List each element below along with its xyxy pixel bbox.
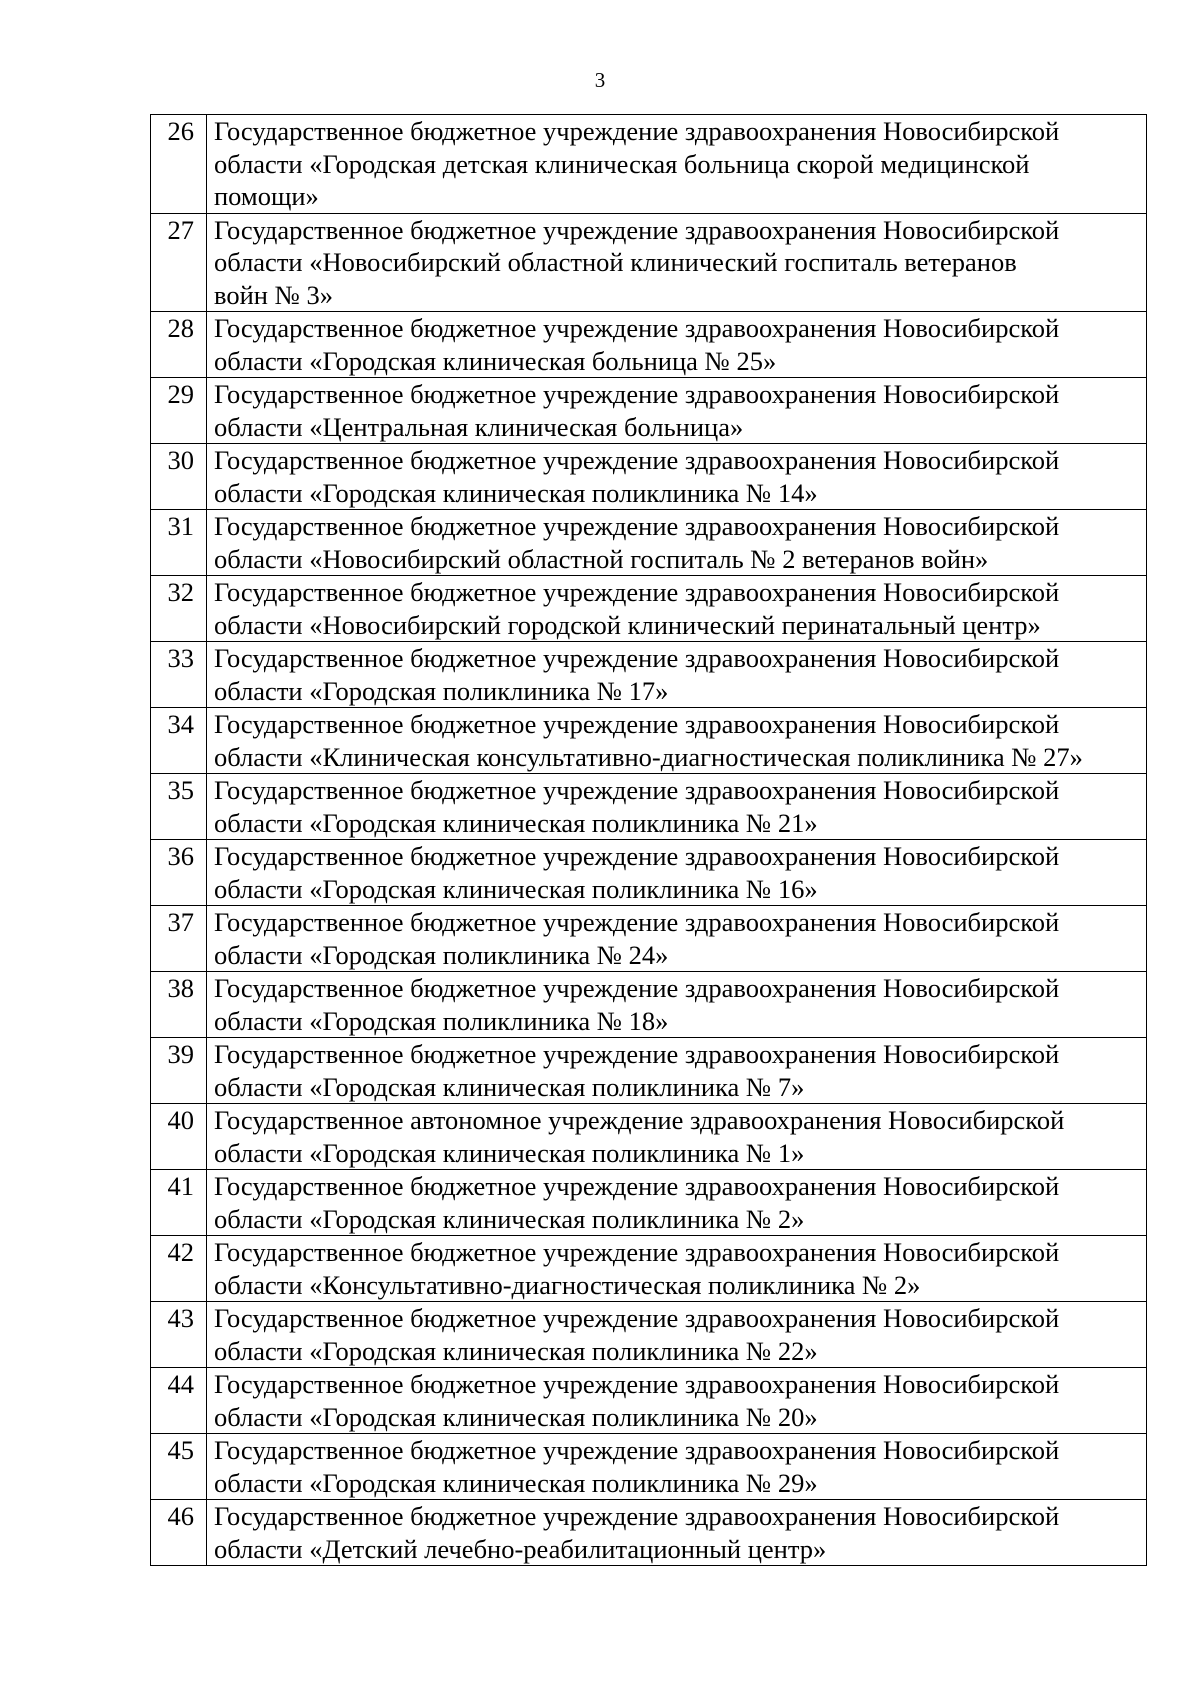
row-number: 34 [151, 708, 207, 774]
table-row [151, 378, 1147, 444]
row-number: 41 [151, 1170, 207, 1236]
row-number: 30 [151, 444, 207, 510]
institution-name: Государственное бюджетное учреждение здравоохранения Новосибирской области «Городская клиническая поликлиника № 29» [207, 1434, 1147, 1500]
table-row [151, 972, 1147, 1038]
institution-name: Государственное бюджетное учреждение здравоохранения Новосибирской области «Новосибирский городской клинический перинатальный центр» [207, 576, 1147, 642]
row-number: 39 [151, 1038, 207, 1104]
institution-name: Государственное бюджетное учреждение здравоохранения Новосибирской области «Городская поликлиника № 18» [207, 972, 1147, 1038]
institution-name: Государственное бюджетное учреждение здравоохранения Новосибирской области «Городская клиническая поликлиника № 14» [207, 444, 1147, 510]
institution-name: Государственное бюджетное учреждение здравоохранения Новосибирской области «Городская клиническая больница № 25» [207, 312, 1147, 378]
institutions-table-body [151, 115, 1147, 1566]
row-number: 42 [151, 1236, 207, 1302]
table-row [151, 774, 1147, 840]
institution-name: Государственное бюджетное учреждение здравоохранения Новосибирской области «Консультативно-диагностическая поликлиника № 2» [207, 1236, 1147, 1302]
institution-name: Государственное бюджетное учреждение здравоохранения Новосибирской области «Городская клиническая поликлиника № 7» [207, 1038, 1147, 1104]
row-number: 44 [151, 1368, 207, 1434]
table-row [151, 444, 1147, 510]
row-number: 46 [151, 1500, 207, 1566]
row-number: 43 [151, 1302, 207, 1368]
institution-name: Государственное бюджетное учреждение здравоохранения Новосибирской области «Городская поликлиника № 24» [207, 906, 1147, 972]
institution-name: Государственное бюджетное учреждение здравоохранения Новосибирской области «Городская клиническая поликлиника № 22» [207, 1302, 1147, 1368]
table-row [151, 708, 1147, 774]
row-number: 31 [151, 510, 207, 576]
row-number: 33 [151, 642, 207, 708]
institution-name: Государственное бюджетное учреждение здравоохранения Новосибирской области «Детский лечебно-реабилитационный центр» [207, 1500, 1147, 1566]
row-number: 32 [151, 576, 207, 642]
institutions-table [150, 114, 1147, 1566]
table-row [151, 1236, 1147, 1302]
row-number: 35 [151, 774, 207, 840]
table-row [151, 1170, 1147, 1236]
row-number: 36 [151, 840, 207, 906]
institution-name: Государственное бюджетное учреждение здравоохранения Новосибирской области «Городская детская клиническая больница скорой медицинской помощи» [207, 115, 1147, 214]
table-row [151, 1500, 1147, 1566]
table-row [151, 1434, 1147, 1500]
table-row [151, 642, 1147, 708]
table-row [151, 1368, 1147, 1434]
table-row [151, 115, 1147, 214]
table-row [151, 1302, 1147, 1368]
institution-name: Государственное бюджетное учреждение здравоохранения Новосибирской области «Городская клиническая поликлиника № 16» [207, 840, 1147, 906]
table-row [151, 576, 1147, 642]
table-row [151, 510, 1147, 576]
row-number: 38 [151, 972, 207, 1038]
row-number: 27 [151, 213, 207, 312]
table-row [151, 213, 1147, 312]
institution-name: Государственное бюджетное учреждение здравоохранения Новосибирской области «Городская поликлиника № 17» [207, 642, 1147, 708]
table-row [151, 1104, 1147, 1170]
table-row [151, 1038, 1147, 1104]
row-number: 40 [151, 1104, 207, 1170]
row-number: 28 [151, 312, 207, 378]
institution-name: Государственное бюджетное учреждение здравоохранения Новосибирской области «Городская клиническая поликлиника № 20» [207, 1368, 1147, 1434]
table-row [151, 312, 1147, 378]
row-number: 45 [151, 1434, 207, 1500]
institution-name: Государственное бюджетное учреждение здравоохранения Новосибирской области «Центральная клиническая больница» [207, 378, 1147, 444]
row-number: 37 [151, 906, 207, 972]
table-row [151, 906, 1147, 972]
institution-name: Государственное бюджетное учреждение здравоохранения Новосибирской области «Новосибирский областной госпиталь № 2 ветеранов войн» [207, 510, 1147, 576]
table-row [151, 840, 1147, 906]
row-number: 29 [151, 378, 207, 444]
institution-name: Государственное бюджетное учреждение здравоохранения Новосибирской области «Городская клиническая поликлиника № 21» [207, 774, 1147, 840]
institution-name: Государственное бюджетное учреждение здравоохранения Новосибирской области «Городская клиническая поликлиника № 2» [207, 1170, 1147, 1236]
page-number: 3 [594, 68, 606, 92]
institution-name: Государственное бюджетное учреждение здравоохранения Новосибирской области «Новосибирский областной клинический госпиталь ветеранов войн № 3» [207, 213, 1147, 312]
institution-name: Государственное бюджетное учреждение здравоохранения Новосибирской области «Клиническая консультативно-диагностическая поликлиника № 27» [207, 708, 1147, 774]
row-number: 26 [151, 115, 207, 214]
institution-name: Государственное автономное учреждение здравоохранения Новосибирской области «Городская клиническая поликлиника № 1» [207, 1104, 1147, 1170]
